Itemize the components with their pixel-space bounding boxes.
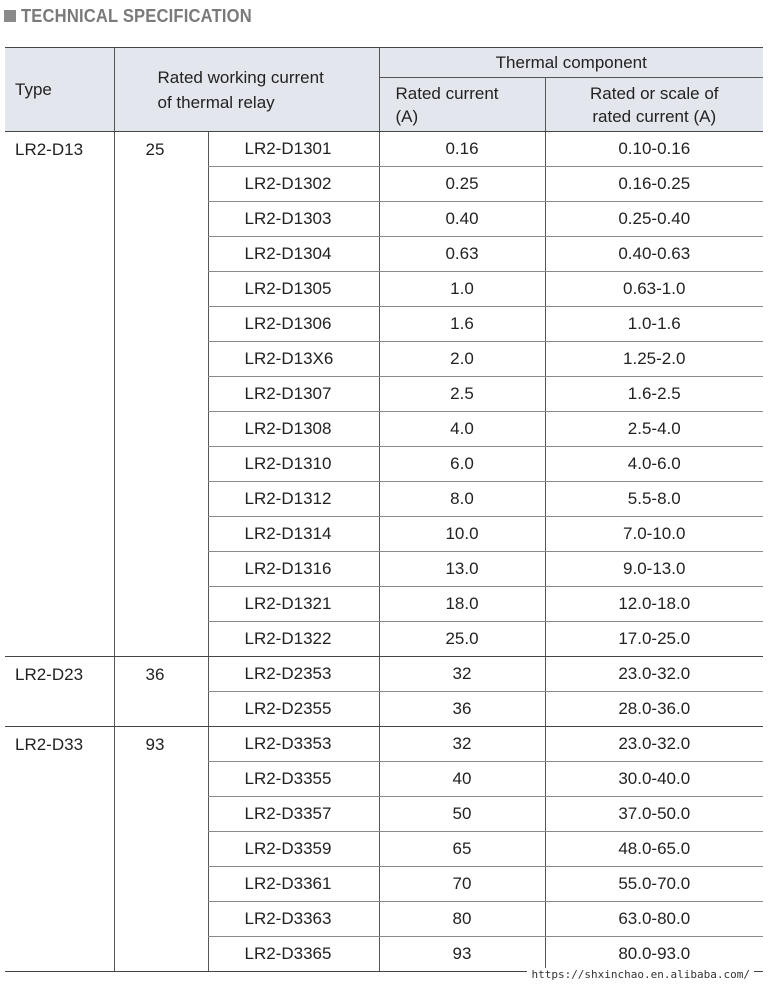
rated-scale-cell: 23.0-32.0	[545, 727, 763, 762]
rated-current-cell: 1.6	[379, 307, 545, 342]
rated-scale-cell: 5.5-8.0	[545, 482, 763, 517]
rated-current-cell: 8.0	[379, 482, 545, 517]
model-cell: LR2-D3357	[208, 797, 379, 832]
header-rs-line2: rated current (A)	[592, 106, 717, 126]
rated-current-cell: 25.0	[379, 622, 545, 657]
rated-scale-cell: 0.25-0.40	[545, 202, 763, 237]
rated-scale-cell: 1.0-1.6	[545, 307, 763, 342]
rated-scale-cell: 2.5-4.0	[545, 412, 763, 447]
rated-current-cell: 40	[379, 762, 545, 797]
table-row	[5, 727, 763, 762]
model-cell: LR2-D1321	[208, 587, 379, 622]
section-title	[4, 5, 272, 27]
rated-scale-cell: 48.0-65.0	[545, 832, 763, 867]
model-cell: LR2-D2353	[208, 657, 379, 692]
rated-scale-cell: 0.40-0.63	[545, 237, 763, 272]
header-thermal-component: Thermal component	[379, 48, 763, 78]
group-working-current-cell: 93	[114, 727, 208, 972]
rated-current-cell: 50	[379, 797, 545, 832]
rated-scale-cell: 17.0-25.0	[545, 622, 763, 657]
model-cell: LR2-D1310	[208, 447, 379, 482]
model-cell: LR2-D1308	[208, 412, 379, 447]
model-cell: LR2-D1314	[208, 517, 379, 552]
rated-scale-cell: 9.0-13.0	[545, 552, 763, 587]
rated-scale-cell: 1.25-2.0	[545, 342, 763, 377]
rated-current-cell: 0.63	[379, 237, 545, 272]
rated-scale-cell: 23.0-32.0	[545, 657, 763, 692]
group-type-cell: LR2-D23	[5, 657, 114, 727]
header-rated-scale	[545, 78, 763, 132]
model-cell: LR2-D2355	[208, 692, 379, 727]
rated-scale-cell: 4.0-6.0	[545, 447, 763, 482]
model-cell: LR2-D3365	[208, 937, 379, 972]
header-type: Type	[5, 48, 114, 132]
header-rwc-line2: of thermal relay	[157, 92, 275, 112]
rated-current-cell: 36	[379, 692, 545, 727]
group-type-cell: LR2-D13	[5, 132, 114, 657]
group-type-cell: LR2-D33	[5, 727, 114, 972]
rated-current-cell: 2.0	[379, 342, 545, 377]
rated-current-cell: 0.25	[379, 167, 545, 202]
model-cell: LR2-D3361	[208, 867, 379, 902]
rated-scale-cell: 80.0-93.0	[545, 937, 763, 972]
spec-table-body	[5, 132, 763, 972]
rated-scale-cell: 28.0-36.0	[545, 692, 763, 727]
rated-current-cell: 80	[379, 902, 545, 937]
rated-scale-cell: 7.0-10.0	[545, 517, 763, 552]
model-cell: LR2-D3359	[208, 832, 379, 867]
rated-scale-cell: 0.63-1.0	[545, 272, 763, 307]
model-cell: LR2-D1302	[208, 167, 379, 202]
model-cell: LR2-D13X6	[208, 342, 379, 377]
rated-current-cell: 32	[379, 727, 545, 762]
spec-table-header	[5, 48, 763, 132]
table-row	[5, 657, 763, 692]
rated-scale-cell: 1.6-2.5	[545, 377, 763, 412]
model-cell: LR2-D3355	[208, 762, 379, 797]
rated-current-cell: 2.5	[379, 377, 545, 412]
group-working-current-cell: 25	[114, 132, 208, 657]
model-cell: LR2-D1307	[208, 377, 379, 412]
rated-current-cell: 6.0	[379, 447, 545, 482]
model-cell: LR2-D3363	[208, 902, 379, 937]
rated-scale-cell: 55.0-70.0	[545, 867, 763, 902]
model-cell: LR2-D1301	[208, 132, 379, 167]
rated-scale-cell: 0.10-0.16	[545, 132, 763, 167]
rated-current-cell: 4.0	[379, 412, 545, 447]
rated-scale-cell: 0.16-0.25	[545, 167, 763, 202]
header-rwc-line1: Rated working current	[157, 67, 324, 87]
watermark-url: https://shxinchao.en.alibaba.com/	[527, 968, 754, 981]
model-cell: LR2-D1322	[208, 622, 379, 657]
table-row	[5, 132, 763, 167]
rated-current-cell: 1.0	[379, 272, 545, 307]
bullet-square-icon	[4, 10, 16, 22]
rated-current-cell: 0.40	[379, 202, 545, 237]
rated-scale-cell: 37.0-50.0	[545, 797, 763, 832]
rated-current-cell: 32	[379, 657, 545, 692]
model-cell: LR2-D1303	[208, 202, 379, 237]
spec-table	[5, 47, 763, 972]
header-rc-line2: (A)	[395, 106, 419, 126]
model-cell: LR2-D1306	[208, 307, 379, 342]
model-cell: LR2-D3353	[208, 727, 379, 762]
model-cell: LR2-D1312	[208, 482, 379, 517]
model-cell: LR2-D1316	[208, 552, 379, 587]
rated-current-cell: 18.0	[379, 587, 545, 622]
header-rated-working-current	[114, 48, 379, 132]
rated-current-cell: 65	[379, 832, 545, 867]
rated-current-cell: 0.16	[379, 132, 545, 167]
rated-scale-cell: 12.0-18.0	[545, 587, 763, 622]
section-title-text: TECHNICAL SPECIFICATION	[21, 5, 252, 26]
rated-scale-cell: 30.0-40.0	[545, 762, 763, 797]
model-cell: LR2-D1305	[208, 272, 379, 307]
header-rc-line1: Rated current	[395, 83, 499, 103]
model-cell: LR2-D1304	[208, 237, 379, 272]
group-working-current-cell: 36	[114, 657, 208, 727]
header-rs-line1: Rated or scale of	[589, 83, 719, 103]
rated-current-cell: 13.0	[379, 552, 545, 587]
header-rated-current	[379, 78, 545, 132]
rated-current-cell: 70	[379, 867, 545, 902]
rated-current-cell: 10.0	[379, 517, 545, 552]
rated-current-cell: 93	[379, 937, 545, 972]
rated-scale-cell: 63.0-80.0	[545, 902, 763, 937]
